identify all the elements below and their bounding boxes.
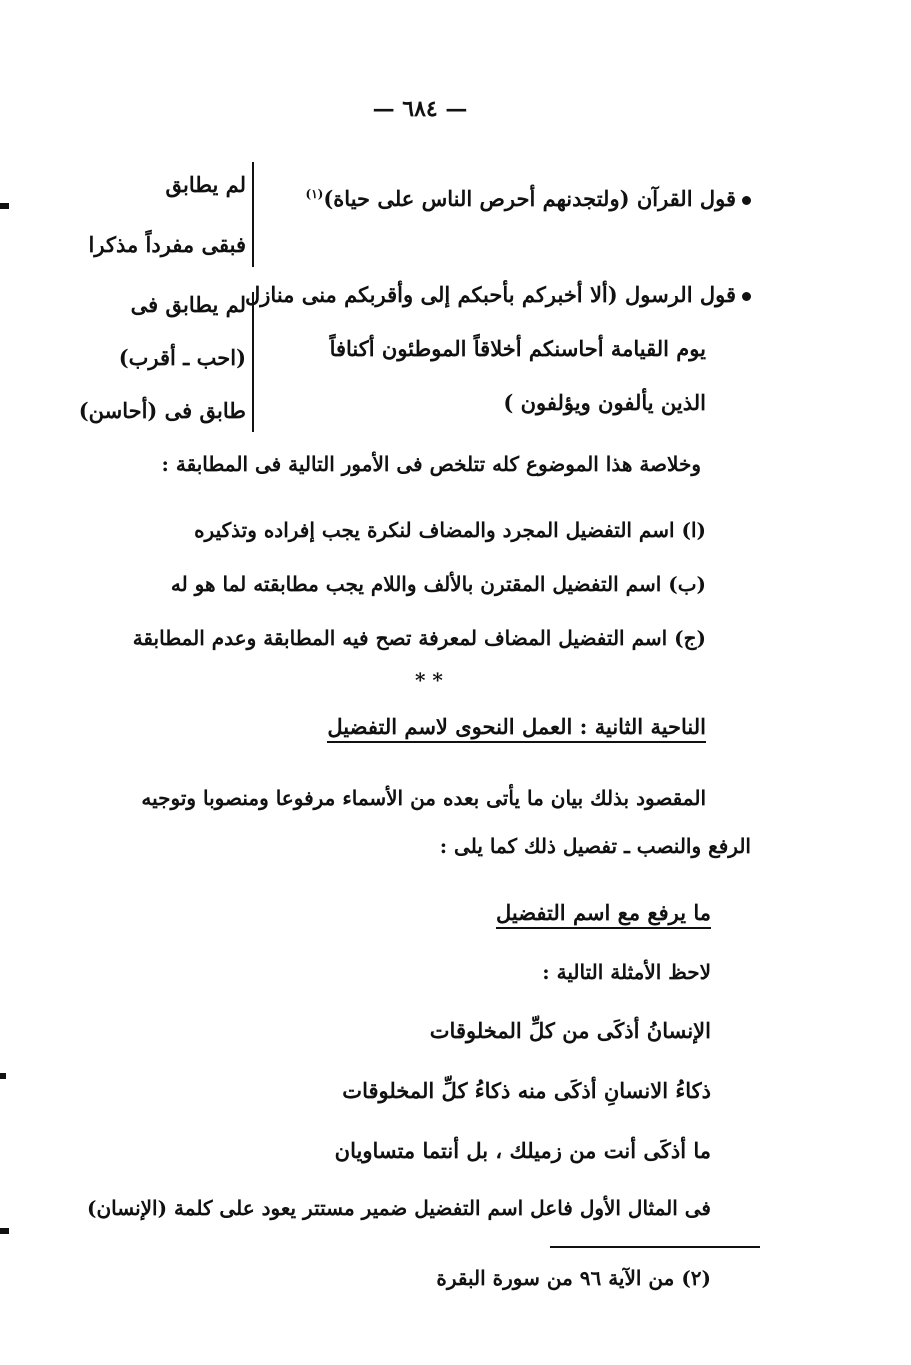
summary-intro: وخلاصة هذا الموضوع كله تتلخص فى الأمور التالية فى المطابقة : (161, 452, 701, 476)
summary-item: (ج) اسم التفضيل المضاف لمعرفة تصح فيه المطابقة وعدم المطابقة (132, 626, 706, 650)
example-hadith-line: الذين يألفون ويؤلفون ) (503, 390, 706, 415)
column-divider (252, 292, 254, 432)
page-number: — ٦٨٤ — (372, 96, 468, 122)
example-sentence: ذكاءُ الانسانِ أذكَى منه ذكاءُ كلِّ المخلوقات (342, 1078, 711, 1103)
side-note: لم يطابق (165, 172, 246, 197)
summary-item: (ا) اسم التفضيل المجرد والمضاف لنكرة يجب إفراده وتذكيره (194, 518, 706, 542)
section-separator: * * (415, 668, 443, 692)
example-hadith-line: يوم القيامة أحاسنكم أخلاقاً الموطئون أكنافاً (329, 336, 706, 361)
scan-mark (0, 203, 9, 209)
bullet-icon (742, 196, 751, 205)
example-hadith-line: قول الرسول (ألا أخبركم بأحبكم إلى وأقربكم منى منازل (245, 282, 751, 307)
footnote: (٢) من الآية ٩٦ من سورة البقرة (436, 1266, 711, 1290)
examples-intro: لاحظ الأمثلة التالية : (542, 960, 711, 984)
side-note: فبقى مفرداً مذكرا (88, 232, 246, 257)
side-note: لم يطابق فى (130, 292, 246, 317)
example-sentence: ما أذكَى أنت من زميلك ، بل أنتما متساويان (334, 1138, 711, 1163)
summary-item: (ب) اسم التفضيل المقترن بالألف واللام يجب مطابقته لما هو له (170, 572, 706, 596)
example-sentence: الإنسانُ أذكَى من كلِّ المخلوقات (429, 1018, 711, 1043)
paragraph-line: المقصود بذلك بيان ما يأتى بعده من الأسماء مرفوعا ومنصوبا وتوجيه (141, 786, 706, 810)
scan-mark (0, 1228, 9, 1234)
explanation-line: فى المثال الأول فاعل اسم التفضيل ضمير مستتر يعود على كلمة (الإنسان) (87, 1196, 711, 1220)
column-divider (252, 162, 254, 267)
example-quran: قول القرآن (ولتجدنهم أحرص الناس على حياة)$^{(١)}$ (306, 186, 751, 211)
section-title: الناحية الثانية : العمل النحوى لاسم التفضيل (327, 714, 706, 739)
subheading: ما يرفع مع اسم التفضيل (496, 900, 711, 925)
footnote-rule (550, 1246, 760, 1248)
side-note: طابق فى (أحاسن) (78, 398, 246, 423)
scan-mark (0, 1073, 6, 1079)
paragraph-line: الرفع والنصب ـ تفصيل ذلك كما يلى : (439, 834, 751, 858)
side-note: (احب ـ أقرب) (118, 345, 246, 370)
bullet-icon (742, 292, 751, 301)
